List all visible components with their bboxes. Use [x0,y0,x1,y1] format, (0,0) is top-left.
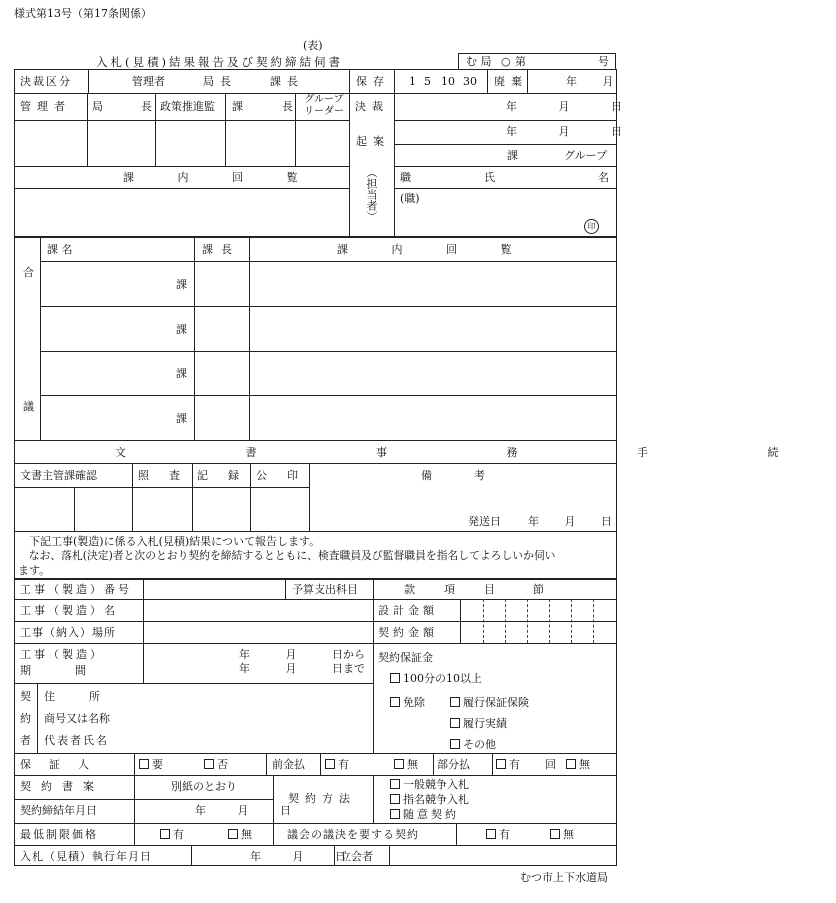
bunsho-jimu-title: 文 書 事 務 手 続 [115,446,836,459]
gougi-col-kamei: 課 名 [47,243,73,256]
gougi-label-b: 議 [23,400,34,413]
rikou-jisseki-option[interactable]: 履行実績 [450,718,507,729]
sonota-checkbox[interactable] [450,739,460,749]
gougi-row-ka-2: 課 [176,323,187,336]
bunsho-shukan: 文書主管課確認 [20,469,97,482]
kian-mei: 名 [598,171,609,184]
maebarai-ari-checkbox[interactable] [325,759,335,769]
hassou-date: 年 月 日 [528,515,612,528]
kessai-kyokucho: 局長 [203,75,237,88]
bubunbarai-nashi-checkbox[interactable] [566,759,576,769]
zuii-checkbox[interactable] [390,809,400,819]
kian-shoku: 職 [400,171,411,184]
intro-line-3: ます。 [18,564,51,577]
keiyakusha-char-2: 約 [20,712,31,725]
hosho-10-option[interactable]: 100分の10以上 [390,673,482,684]
kikan-from: 年 月 日から [239,648,365,661]
daihyo-label: 代表者氏名 [44,734,109,747]
form-number: 様式第13号（第17条関係） [14,7,152,20]
koji-mei-label: 工事（製造）名 [20,604,118,617]
form-title: 入札(見積)結果報告及び契約締結伺書 [96,55,343,69]
seal-mark: 印 [584,219,599,234]
maebarai-nashi[interactable]: 無 [394,759,418,770]
bubunbarai-ari-checkbox[interactable] [496,759,506,769]
saitei-nashi[interactable]: 無 [228,829,252,840]
saitei-ari[interactable]: 有 [160,829,184,840]
teiketsu-label: 契約締結年月日 [20,804,97,817]
approver-ka-cho: 長 [282,100,293,113]
ippan-checkbox[interactable] [390,779,400,789]
rikou-hosho-checkbox[interactable] [450,697,460,707]
menjo-option[interactable]: 免除 [390,697,425,708]
bubunbarai-ari[interactable]: 有 [496,759,520,770]
bubunbarai-kai: 回 [545,758,556,771]
hoshonin-hi[interactable]: 否 [204,759,228,770]
saitei-nashi-checkbox[interactable] [228,829,238,839]
gougi-col-kacho: 課長 [202,243,240,256]
sonota-option[interactable]: その他 [450,739,496,750]
kian-shimei: 氏 [484,171,495,184]
hoshonin-label: 保証人 [20,758,107,771]
kessai-kanrisha: 管理者 [132,75,165,88]
kian-date: 年 月 日 [506,125,622,138]
shimei-checkbox[interactable] [390,794,400,804]
hoshokin-label: 契約保証金 [378,651,433,664]
kian-shoku-paren: (職) [400,192,420,205]
saitei-label: 最低制限価格 [20,828,98,841]
side-label: (表) [303,39,323,52]
hozon-year-10: 10 [441,75,455,88]
hozon-year-5: 5 [424,75,431,88]
doc-number-mark: ○ [501,55,511,68]
doc-number-go: 号 [598,55,609,68]
intro-line-1: 下記工事(製造)に係る入札(見積)結果について報告します。 [18,535,321,548]
doc-number-prefix: む 局 [466,55,492,68]
maebarai-ari[interactable]: 有 [325,759,349,770]
approver-group-leader: グループ リーダー [304,94,344,117]
gikai-nashi[interactable]: 無 [550,829,574,840]
hoshonin-hi-checkbox[interactable] [204,759,214,769]
kian-ka: 課 [507,149,518,162]
bunsho-koin: 公印 [256,469,318,482]
doc-number-dai: 第 [515,55,526,68]
haiki-label: 廃棄 [494,75,528,88]
gikai-ari[interactable]: 有 [486,829,510,840]
gougi-row-ka-3: 課 [176,367,187,380]
keiyakusha-char-3: 者 [20,734,31,747]
yosan-label: 予算支出科目 [292,583,358,596]
keiyakusha-char-1: 契 [20,690,31,703]
keiyaku-kingaku-label: 契約金額 [378,626,438,639]
saitei-ari-checkbox[interactable] [160,829,170,839]
menjo-checkbox[interactable] [390,697,400,707]
koji-basho-label: 工事（納入）場所 [20,626,116,639]
kan-label: 款 [404,583,415,596]
hoshonin-yo-checkbox[interactable] [139,759,149,769]
gikai-label: 議会の議決を要する契約 [287,828,419,841]
kanai-kairan: 課 内 回 覧 [123,171,318,184]
bunsho-shosa: 照査 [138,469,200,482]
shikko-label: 入札（見積）執行年月日 [20,850,152,863]
zuii-option[interactable]: 随意契約 [390,809,459,820]
approver-kanrisha: 管理者 [20,100,71,113]
gougi-row-ka-1: 課 [176,278,187,291]
tachiai-label: 立会者 [340,850,373,863]
shogo-label: 商号又は名称 [44,712,110,725]
hoshonin-yo[interactable]: 要 [139,759,163,770]
gougi-label-a: 合 [23,266,34,279]
kessai-kacho: 課長 [270,75,304,88]
kessai-date-label: 決裁 [355,100,389,113]
koji-bango-label: 工事（製造）番号 [20,583,132,596]
hosho-10-checkbox[interactable] [390,673,400,683]
bubunbarai-nashi[interactable]: 無 [566,759,590,770]
approver-kyoku-cho: 長 [141,100,152,113]
moku-label: 目 [484,583,495,596]
gikai-nashi-checkbox[interactable] [550,829,560,839]
intro-line-2: なお、落札(決定)者と次のとおり契約を締結するとともに、検査職員及び監督職員を指名してよろしいか伺い [18,549,556,562]
gougi-row-ka-4: 課 [176,412,187,425]
sekkei-label: 設計金額 [378,604,438,617]
kou-label: 項 [444,583,455,596]
ippan-option[interactable]: 一般競争入札 [390,779,469,790]
hozon-year-1: 1 [409,75,416,88]
gougi-col-kairan: 課 内 回 覧 [337,243,532,256]
approver-ka: 課 [232,100,243,113]
kikan-label-a: 工事（製造） [20,648,104,661]
keiyaku-hoho-label: 契約方法 [288,792,356,805]
kian-tanto: （担当者） [365,167,378,222]
bubunbarai-label: 部分払 [437,758,470,771]
gikai-ari-checkbox[interactable] [486,829,496,839]
kessai-kubun-label: 決裁区分 [20,75,72,88]
kikan-to: 年 月 日まで [239,662,365,675]
haiki-date: 年 月 [566,75,614,88]
maebarai-nashi-checkbox[interactable] [394,759,404,769]
jusho-label: 住所 [44,690,134,703]
hozon-label: 保存 [356,75,390,88]
footer-org: むつ市上下水道局 [520,871,608,884]
kian-label: 起案 [356,135,390,148]
kessai-date: 年 月 日 [506,100,622,113]
bunsho-biko: 備考 [421,469,527,482]
kikan-label-b: 期 間 [20,664,86,677]
rikou-hosho-option[interactable]: 履行保証保険 [450,697,529,708]
keiyakusho-label: 契約書案 [20,780,104,793]
kian-group: グループ [564,149,608,162]
teiketsu-date: 年 月 日 [195,804,291,817]
setsu-label: 節 [533,583,544,596]
hozon-year-30: 30 [463,75,477,88]
bunsho-kiroku: 記録 [197,469,259,482]
approver-seisaku: 政策推進監 [160,100,215,113]
hassou-label: 発送日 [468,515,501,528]
betsushi-text: 別紙のとおり [171,780,237,793]
shimei-option[interactable]: 指名競争入札 [390,794,469,805]
rikou-jisseki-checkbox[interactable] [450,718,460,728]
approver-kyoku: 局 [92,100,103,113]
maebarai-label: 前金払 [272,758,305,771]
shikko-date: 年 月 日 [250,850,346,863]
